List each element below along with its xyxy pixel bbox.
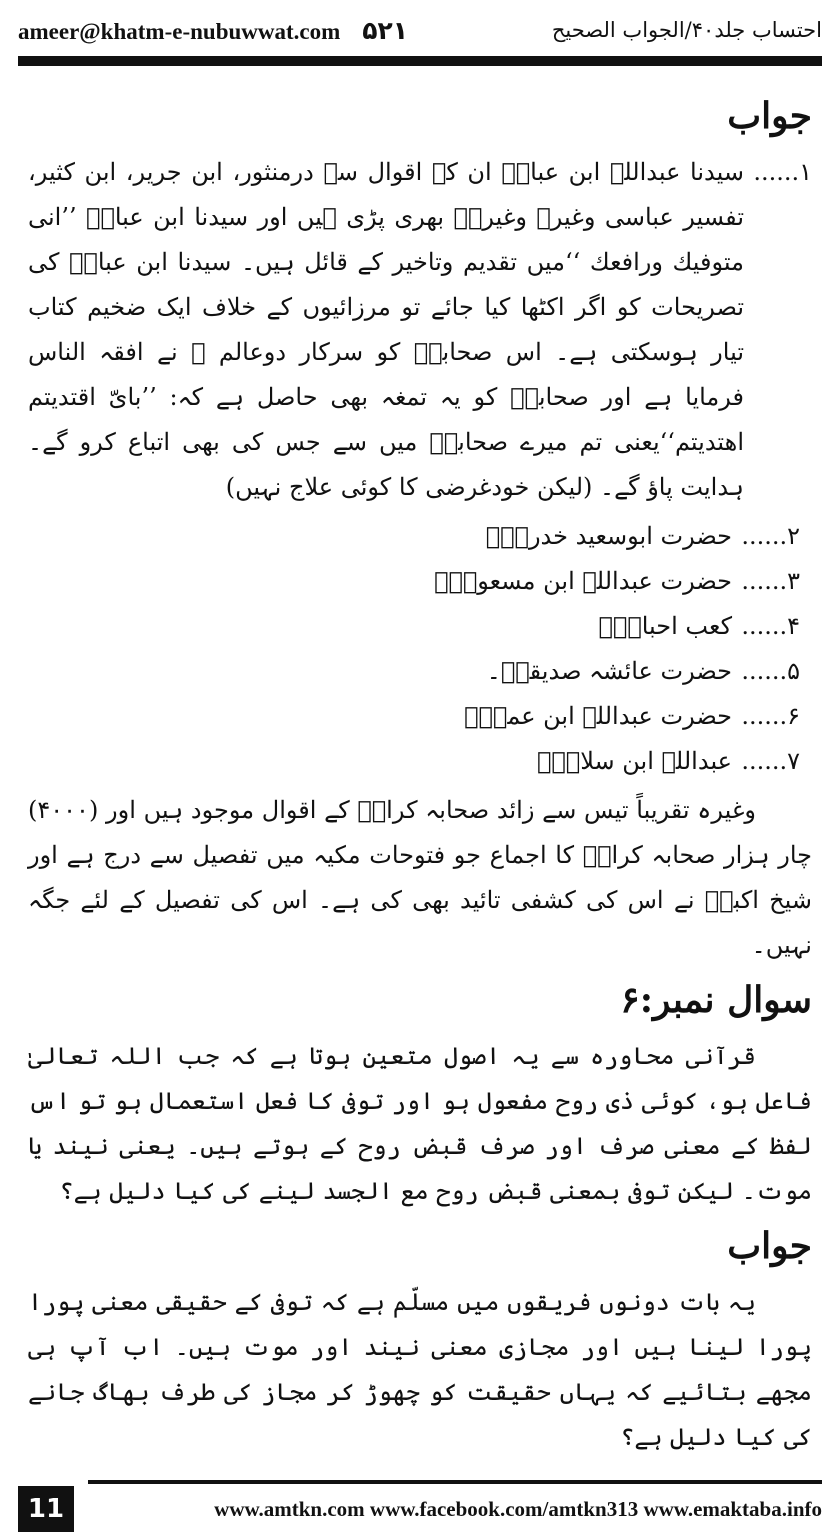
- answer-paragraph-1: [28, 150, 744, 510]
- list-item: [28, 514, 806, 559]
- item-number: ۵......: [741, 657, 800, 685]
- question-paragraph: قرآنی محاورہ سے یہ اصول متعین ہوتا ہے کہ جب اللہ تعالیٰ فاعل ہو، کوئی ذی روح مفعول ہو اور توفی کا فعل استعمال ہو تو اس لفظ کے معنی صرف اور صرف قبض روح کے ہوتے ہیں۔ یعنی نیند یا موت۔ لیکن توفی بمعنی قبض روح مع الجسد لینے کی کیا دلیل ہے؟: [28, 1042, 812, 1205]
- question-heading: سوال نمبر:۶: [620, 979, 812, 1021]
- footer-links: www.amtkn.com www.facebook.com/amtkn313 www.emaktaba.info: [214, 1496, 822, 1521]
- answer-text-b: ‘‘میں تقدیم وتاخیر کے قائل ہیں۔ سیدنا ابن عباسؓ کی تصریحات کو اگر اکٹھا کیا جائے تو مرزائیوں کے خلاف ایک ضخیم کتاب تیار ہوسکتی ہے۔ اس صحابیؓ کو سرکار دوعالم ﷺ نے افقہ الناس فرمایا ہے اور صحابہؓ کو یہ تمغہ بھی حاصل ہے کہ: ’’: [28, 248, 745, 411]
- header-page-number: ۵۲۱: [362, 15, 409, 45]
- list-item: [28, 739, 806, 784]
- answer-text-c: ‘‘یعنی تم میرے صحابہؓ میں سے جس کی بھی اتباع کرو گے۔ ہدایت پاؤ گے۔ (لیکن خودغرضی کا کوئی علاج نہیں): [28, 428, 744, 501]
- item-text: کعب احبارؓ۔: [598, 612, 732, 640]
- answer-item-1: [28, 150, 812, 510]
- item-number: ۴......: [741, 612, 800, 640]
- arabic-quote-1: انی متوفیك ورافعك: [28, 203, 744, 276]
- item-text: حضرت عبداللہ ابن مسعودؓ۔: [434, 567, 732, 595]
- footer-rule: [88, 1480, 822, 1484]
- item-number: ۲......: [741, 522, 800, 550]
- item-text: حضرت عبداللہ ابن عمرؓ۔: [464, 702, 732, 730]
- item-text: عبداللہ ابن سلامؓ۔: [537, 747, 732, 775]
- footer-page-number: 11: [18, 1486, 74, 1532]
- answer-heading-2: جواب: [727, 1225, 812, 1267]
- page-header: [18, 8, 822, 52]
- item-text: حضرت عائشہ صدیقہؓ۔: [486, 657, 732, 685]
- arabic-quote-2: بایّ اقتدیتم اهتدیتم: [28, 383, 744, 456]
- list-item: [28, 694, 806, 739]
- header-rule: [18, 56, 822, 66]
- list-item: [28, 559, 806, 604]
- list-item: [28, 604, 806, 649]
- item-number: ۱......: [753, 158, 812, 186]
- item-number: ۳......: [741, 567, 800, 595]
- item-text: حضرت ابوسعید خدریؓ۔: [485, 522, 732, 550]
- page-content: [28, 84, 812, 1464]
- page-footer: [18, 1486, 822, 1532]
- narrators-list: [28, 514, 812, 784]
- answer-heading: جواب: [727, 95, 812, 137]
- answer-text-a: سیدنا عبداللہ ابن عباسؓ ان کے اقوال سے درمنثور، ابن جریر، ابن کثیر، تفسیر عباسی وغیرہ وغیرہ۔ بھری پڑی ہیں اور سیدنا ابن عباسؓ ’’: [28, 158, 744, 231]
- header-left: [18, 16, 408, 45]
- header-email: ameer@khatm-e-nubuwwat.com: [18, 18, 341, 44]
- summary-paragraph: وغیرہ تقریباً تیس سے زائد صحابہ کرامؓ کے اقوال موجود ہیں اور (۴۰۰۰) چار ہزار صحابہ کرامؓ کا اجماع جو فتوحات مکیہ میں تفصیل سے درج ہے اور شیخ اکبرؒ نے اس کی کشفی تائید بھی کی ہے۔ اس کی تفصیل کے لئے جگہ نہیں۔: [28, 796, 812, 959]
- answer-paragraph-2: یہ بات دونوں فریقوں میں مسلّم ہے کہ توفی کے حقیقی معنی پورا پورا لینا ہیں اور مجازی معنی نیند اور موت ہیں۔ اب آپ ہی مجھے بتائیے کہ یہاں حقیقت کو چھوڑ کر مجاز کی طرف بھاگ جانے کی کیا دلیل ہے؟: [28, 1288, 812, 1451]
- header-book-title: احتساب جلد۴۰/الجواب الصحیح: [551, 18, 822, 42]
- item-number: ۶......: [741, 702, 800, 730]
- item-number: ۷......: [741, 747, 800, 775]
- list-item: [28, 649, 806, 694]
